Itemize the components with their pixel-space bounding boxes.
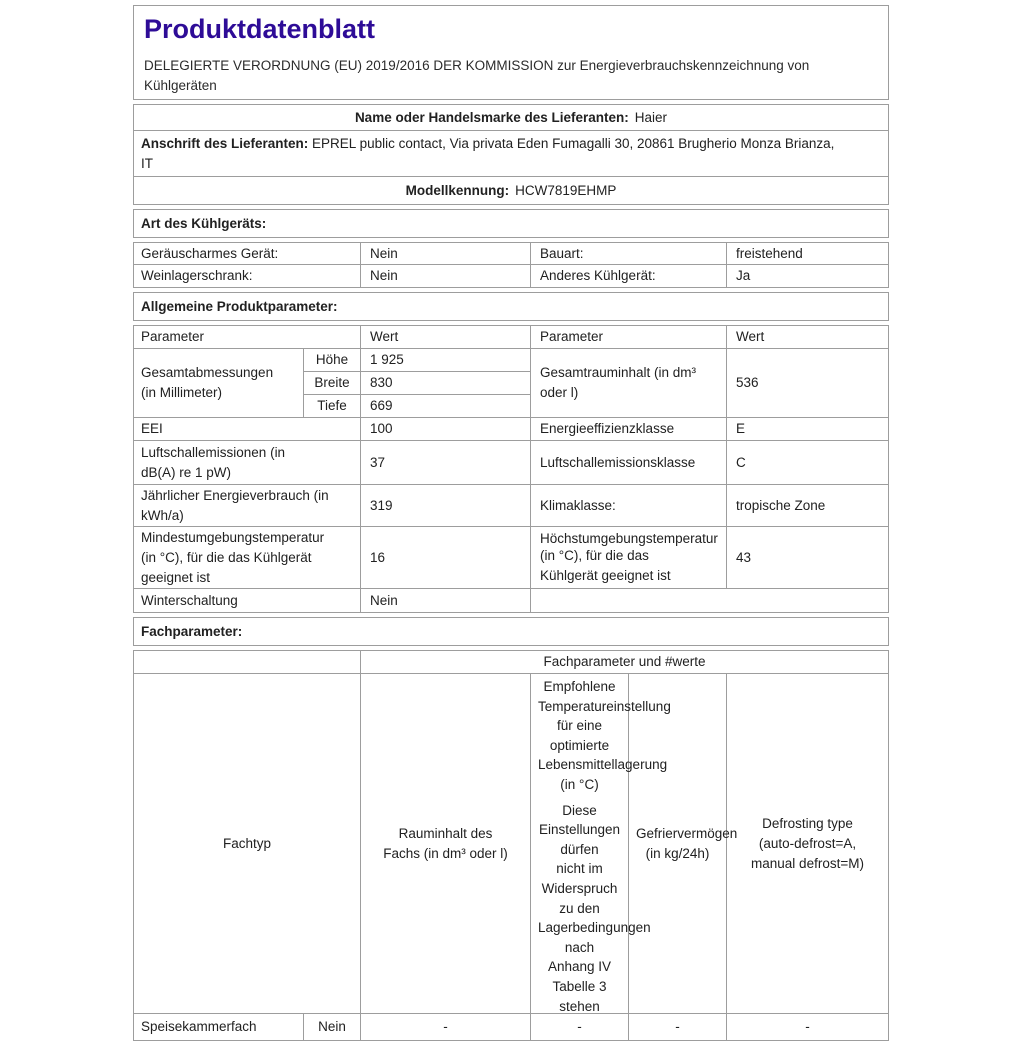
param-label: Energieeffizienzklasse [531,418,727,441]
regulation-subtitle-line1: DELEGIERTE VERORDNUNG (EU) 2019/2016 DER KOMMISSION zur Energieverbrauchskennzeichnung von [144,58,810,73]
col-header-parameter: Parameter [134,326,361,349]
type-value: freistehend [727,243,888,265]
compartment-row-dash: - [531,1014,629,1040]
supplier-address-label: Anschrift des Lieferanten: [141,135,309,151]
regulation-subtitle [144,56,878,96]
param-label: EEI [134,418,361,441]
compartment-section-table [133,617,889,646]
supplier-name-value: Haier [634,109,668,125]
type-param: Weinlagerschrank: [134,265,361,287]
param-label: Winterschaltung [134,589,361,612]
empty-cell [531,589,888,612]
type-value: Nein [361,265,531,287]
compartment-row-dash: - [361,1014,531,1040]
param-value: C [727,441,888,485]
col-header-wert: Wert [727,326,888,349]
col-header-parameter: Parameter [531,326,727,349]
param-label: Mindestumgebungstemperatur (in °C), für die das Kühlgerät geeignet ist [134,527,361,589]
general-table [133,325,889,613]
dimension-key-hoehe: Höhe [304,349,361,372]
param-value: 43 [727,527,888,589]
type-param: Bauart: [531,243,727,265]
param-label: Luftschallemissionsklasse [531,441,727,485]
col-header-temperatureinstellung: Empfohlene Temperatureinstellung für eine optimierte Lebensmittellagerung (in °C) Diese Einstellungen dürfen nicht im Widerspruch zu den Lagerbedingungen nach Anhang IV Tabelle 3 stehen [531,674,629,1014]
dimension-value-hoehe: 1 925 [361,349,531,372]
page-title: Produktdatenblatt [144,14,376,44]
dimension-value-tiefe: 669 [361,395,531,418]
col-header-gefriervermoegen: Gefriervermögen (in kg/24h) [629,674,727,1014]
col-header-defrosting-type: Defrosting type (auto-defrost=A, manual defrost=M) [727,674,888,1014]
param-label: Höchstumgebungstemperatur (in °C), für die das Kühlgerät geeignet ist [531,527,727,589]
model-label: Modellkennung: [405,182,510,198]
volume-label: Gesamtrauminhalt (in dm³ oder l) [531,349,727,418]
param-value: Nein [361,589,531,612]
general-section-header: Allgemeine Produktparameter: [141,298,338,314]
title-block [133,5,889,100]
volume-value: 536 [727,349,888,418]
param-value: 37 [361,441,531,485]
empty-cell [134,651,361,674]
supplier-address-row [134,131,888,177]
dimension-key-tiefe: Tiefe [304,395,361,418]
param-value: E [727,418,888,441]
col-header-fachtyp: Fachtyp [134,674,361,1014]
dimensions-label: Gesamtabmessungen (in Millimeter) [134,349,304,418]
param-label: Klimaklasse: [531,485,727,527]
param-label: Jährlicher Energieverbrauch (in kWh/a) [134,485,361,527]
general-section-table [133,292,889,321]
type-section-table [133,209,889,238]
col-header-rauminhalt: Rauminhalt des Fachs (in dm³ oder l) [361,674,531,1014]
dimension-key-breite: Breite [304,372,361,395]
supplier-address-value-line1: EPREL public contact, Via privata Eden Fumagalli 30, 20861 Brugherio Monza Brianza, [312,135,835,151]
param-value: 100 [361,418,531,441]
compartment-row-present: Nein [304,1014,361,1040]
param-label: Luftschallemissionen (in dB(A) re 1 pW) [134,441,361,485]
compartment-section-header: Fachparameter: [141,623,243,639]
supplier-name-row [134,105,888,131]
type-value: Ja [736,268,751,283]
product-datasheet [133,5,889,1045]
col-header-wert: Wert [361,326,531,349]
type-param: Geräuscharmes Gerät: [134,243,361,265]
type-section-header: Art des Kühlgeräts: [141,215,267,231]
regulation-subtitle-line2: Kühlgeräten [144,78,217,93]
compartment-span-header: Fachparameter und #werte [361,651,888,674]
compartment-row-name: Speisekammerfach [134,1014,304,1040]
param-value: tropische Zone [727,485,888,527]
param-value: 319 [361,485,531,527]
supplier-table [133,104,889,205]
supplier-address-value-line2: IT [141,155,153,171]
type-value: Nein [361,243,531,265]
supplier-name-label: Name oder Handelsmarke des Lieferanten: [354,109,629,125]
model-value: HCW7819EHMP [515,182,617,198]
model-row [134,177,888,204]
type-table [133,242,889,288]
compartment-row-dash: - [805,1019,810,1034]
type-param: Anderes Kühlgerät: [531,265,727,287]
compartment-table [133,650,889,1041]
compartment-row-dash: - [629,1014,727,1040]
dimension-value-breite: 830 [361,372,531,395]
param-value: 16 [361,527,531,589]
